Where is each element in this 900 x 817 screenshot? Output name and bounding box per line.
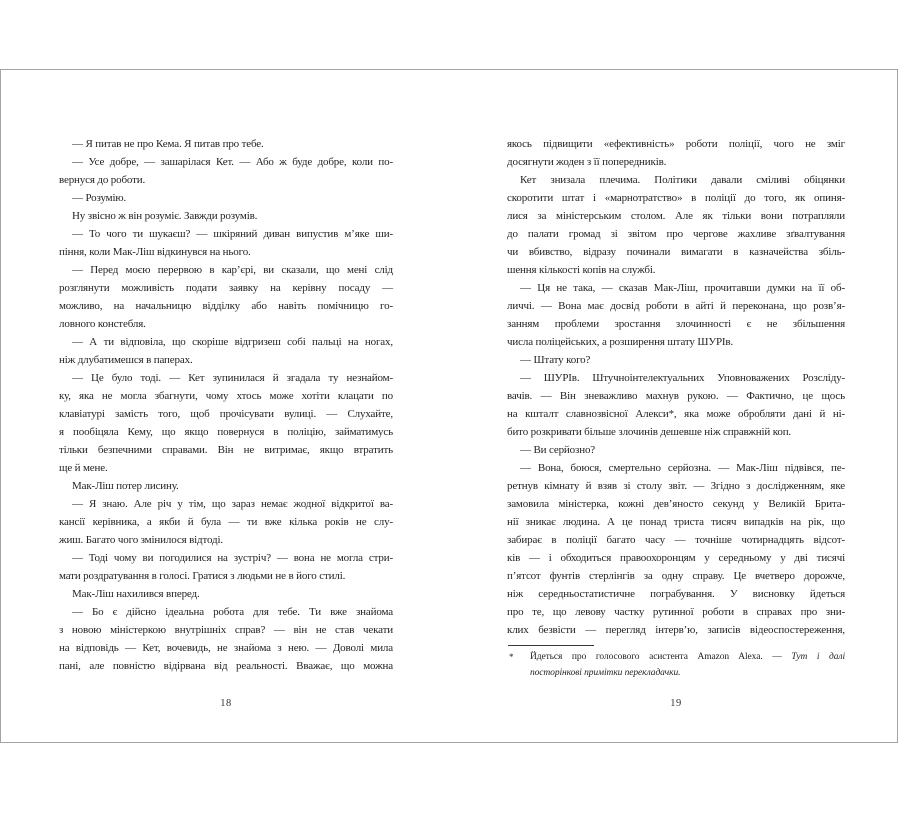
- text-line: на кшталт славнозвісної Алекси*, яка може обробляти дані й ні-: [507, 408, 845, 420]
- left-page-text: [59, 135, 393, 675]
- text-line: — Усе добре, — зашарілася Кет. — Або ж буде добре, коли по-: [72, 156, 393, 168]
- text-line: клавіатурі замість того, щоб прочісувати вулиці. — Слухайте,: [59, 408, 393, 420]
- footnote-text-regular: Йдеться про голосового асистента Amazon Alexa. —: [530, 652, 792, 662]
- text-line: вачів. — Він зневажливо махнув рукою. — Фактично, це щось: [507, 390, 845, 402]
- text-line: Мак-Ліш потер лисину.: [72, 480, 179, 492]
- text-line: — Розумію.: [72, 192, 127, 204]
- text-line: — Я знаю. Але річ у тім, що зараз немає жодної відкритої ва-: [72, 498, 393, 510]
- page-number-right: 19: [670, 698, 682, 709]
- text-line: — Штату кого?: [520, 354, 591, 366]
- footnote: [507, 649, 845, 681]
- book-spread-photo: [0, 69, 898, 743]
- text-line: досягнути жоден з її попередників.: [507, 156, 667, 168]
- footnote-text-italic: посторінкові примітки перекладачки.: [530, 668, 681, 678]
- footnote-rule: [508, 645, 594, 646]
- text-line: ку, яка не могла збагнути, чому хтось може хотіти клацати по: [59, 390, 393, 402]
- text-line: з новою міністеркою внутрішніх справ? — він не став чекати: [59, 624, 393, 636]
- text-line: — То чого ти шукаєш? — шкіряний диван випустив м’яке ши-: [72, 228, 393, 240]
- text-line: Мак-Ліш нахилився вперед.: [72, 588, 200, 600]
- right-page-text: [507, 135, 845, 639]
- text-line: нії зникає людина. А це понад триста тисяч випадків на рік, що: [507, 516, 845, 528]
- text-line: Ну звісно ж він розуміє. Завжди розумів.: [72, 210, 258, 222]
- text-line: шення кількості копів на службі.: [507, 264, 656, 276]
- text-line: числа поліцейських, а розширення штату ШУРІв.: [507, 336, 734, 348]
- text-line: — А ти відповіла, що скоріше відгризеш собі пальці на ногах,: [72, 336, 393, 348]
- text-line: чи вбивство, відразу починали вимагати в казначейства збіль-: [507, 246, 845, 258]
- text-line: вернуся до роботи.: [59, 174, 146, 186]
- text-line: занням проблеми зростання злочинності є не збільшення: [507, 318, 845, 330]
- text-line: піння, коли Мак-Ліш відкинувся на нього.: [59, 246, 251, 258]
- text-line: до палати громад зі звітом про чергове жахливе зґвалтування: [507, 228, 845, 240]
- text-line: п’ятсот фунтів стерлінгів за одну справу. Це вчетверо дорожче,: [507, 570, 845, 582]
- text-line: бито розкривати більше злочинів дешевше ніж справжній коп.: [507, 426, 792, 438]
- text-line: — Вона, боюся, смертельно серйозна. — Мак-Ліш підвівся, пе-: [520, 462, 845, 474]
- text-line: тільки безпечними справами. Він не витримає, якщо втратить: [59, 444, 393, 456]
- text-line: ніж середньостатистичне пограбування. У висновку йдеться: [507, 588, 845, 600]
- text-line: лися за міністерським столом. Але як тільки вони потрапляли: [507, 210, 845, 222]
- text-line: Кет знизала плечима. Політики давали сміливі обіцянки: [520, 174, 845, 186]
- text-line: ще й мене.: [59, 462, 108, 474]
- text-line: жиш. Багато чого змінилося відтоді.: [59, 534, 223, 546]
- text-line: ніж длубатимешся в паперах.: [59, 354, 193, 366]
- page-number-left: 18: [220, 698, 232, 709]
- text-line: — Це було тоді. — Кет зупинилася й згадала ту незнайом-: [72, 372, 393, 384]
- text-line: на відповідь — Кет, вочевидь, не знайома з нею. — Доволі мила: [59, 642, 393, 654]
- footnote-marker: *: [509, 652, 514, 662]
- text-line: якось підвищити «ефективність» роботи поліції, чого не зміг: [507, 138, 845, 150]
- text-line: ловного констебля.: [59, 318, 146, 330]
- text-line: мати роздратування в голосі. Гратися з людьми не в його стилі.: [59, 570, 346, 582]
- text-line: про те, що левову частку рутинної роботи в справах про зни-: [507, 606, 845, 618]
- text-line: — Бо є дійсно ідеальна робота для тебе. Ти вже знайома: [72, 606, 393, 618]
- text-line: замовила міністерка, кожні дев’яносто секунд у Великій Брита-: [507, 498, 845, 510]
- text-line: забирає в поліції багато часу — точніше чотирнадцять відсот-: [507, 534, 845, 546]
- text-line: пані, але повністю відірвана від реальності. Вважає, що можна: [59, 660, 393, 672]
- text-line: я пообіцяла Кему, що якщо повернуся в поліцію, займатимусь: [59, 426, 393, 438]
- text-line: — Ця не така, — сказав Мак-Ліш, прочитавши думки на її об-: [520, 282, 845, 294]
- text-line: ків — і обходиться правоохоронцям у середньому у дві тисячі: [507, 552, 845, 564]
- text-line: розглянути можливість подати заявку на керівну посаду —: [59, 282, 393, 294]
- text-line: ретнув кімнату й взяв зі столу звіт. — Згідно з дослідженням, яке: [507, 480, 845, 492]
- text-line: скоротити штат і «марнотратство» в поліції до того, як опиня-: [507, 192, 845, 204]
- text-line: кансії керівника, а якби й була — ти вже кілька років не слу-: [59, 516, 393, 528]
- text-line: — ШУРІв. Штучноінтелектуальних Уповноважених Розсліду-: [520, 372, 845, 384]
- text-line: можливо, на начальницю відділку або навіть помічницю го-: [59, 300, 393, 312]
- footnote-line: [530, 665, 845, 681]
- text-line: личчі. — Вона має досвід роботи в айті й переконана, що розв’я-: [507, 300, 845, 312]
- footnote-line: [530, 649, 845, 665]
- text-line: — Тоді чому ви погодилися на зустріч? — вона не могла стри-: [72, 552, 393, 564]
- footnote-text-italic: Тут і далі: [791, 652, 845, 662]
- text-line: клих безвісти — перегляд інтерв’ю, записів відеоспостереження,: [507, 624, 845, 636]
- text-line: — Ви серйозно?: [520, 444, 596, 456]
- text-line: — Перед моєю перервою в кар’єрі, ви сказали, що мені слід: [72, 264, 393, 276]
- text-line: — Я питав не про Кема. Я питав про тебе.: [72, 138, 264, 150]
